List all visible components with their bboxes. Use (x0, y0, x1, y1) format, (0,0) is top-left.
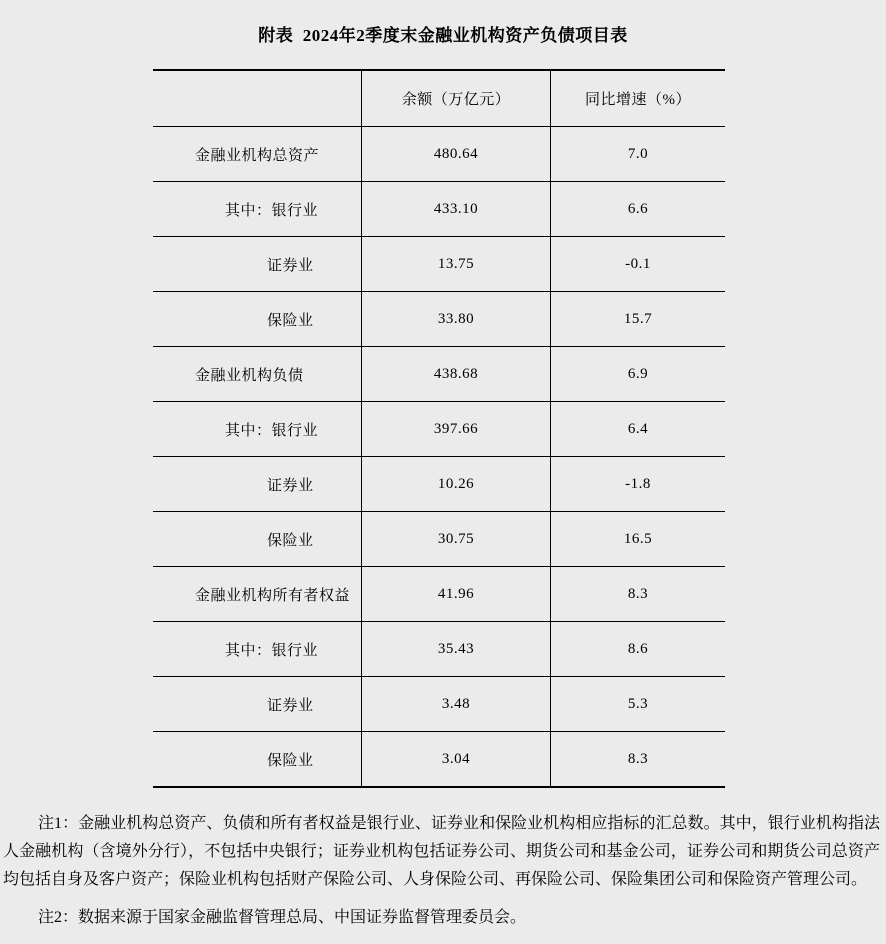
table-row (153, 126, 725, 181)
row-label: 保险业 (267, 312, 314, 329)
row-label: 保险业 (267, 752, 314, 769)
cell-balance: 10.26 (361, 457, 550, 511)
note-2: 注2：数据来源于国家金融监督管理总局、中国证券监督管理委员会。 (38, 909, 527, 926)
cell-growth: 5.3 (550, 677, 725, 731)
row-label: 金融业机构所有者权益 (195, 587, 351, 604)
cell-balance: 33.80 (361, 292, 550, 346)
cell-growth: 7.0 (550, 127, 725, 181)
table-row (153, 346, 725, 401)
table-row (153, 731, 725, 786)
row-label: 其中：银行业 (225, 642, 319, 659)
cell-growth: -1.8 (550, 457, 725, 511)
cell-growth: 16.5 (550, 512, 725, 566)
page-title: 附表 2024年2季度末金融业机构资产负债项目表 (258, 26, 628, 45)
table-row (153, 236, 725, 291)
header-balance-cell: 余额（万亿元） (361, 71, 550, 126)
header-item-cell (153, 71, 361, 126)
table-row (153, 621, 725, 676)
cell-growth: 8.3 (550, 732, 725, 786)
cell-balance: 397.66 (361, 402, 550, 456)
row-label: 证券业 (267, 257, 314, 274)
row-label: 证券业 (267, 477, 314, 494)
cell-growth: 6.9 (550, 347, 725, 401)
row-label: 其中：银行业 (225, 202, 319, 219)
table-row (153, 676, 725, 731)
table-row (153, 181, 725, 236)
table-row (153, 401, 725, 456)
cell-balance: 41.96 (361, 567, 550, 621)
cell-growth: -0.1 (550, 237, 725, 291)
cell-growth: 15.7 (550, 292, 725, 346)
table-header-row (153, 71, 725, 126)
row-label: 保险业 (267, 532, 314, 549)
cell-balance: 3.48 (361, 677, 550, 731)
cell-balance: 30.75 (361, 512, 550, 566)
cell-balance: 433.10 (361, 182, 550, 236)
cell-balance: 13.75 (361, 237, 550, 291)
row-label: 金融业机构总资产 (195, 147, 320, 164)
cell-balance: 35.43 (361, 622, 550, 676)
cell-growth: 8.3 (550, 567, 725, 621)
assets-liabilities-table (153, 69, 725, 788)
table-row (153, 291, 725, 346)
header-growth-cell: 同比增速（%） (550, 71, 725, 126)
table-row (153, 456, 725, 511)
cell-balance: 438.68 (361, 347, 550, 401)
cell-growth: 8.6 (550, 622, 725, 676)
cell-balance: 3.04 (361, 732, 550, 786)
row-label: 金融业机构负债 (195, 367, 304, 384)
row-label: 证券业 (267, 697, 314, 714)
cell-balance: 480.64 (361, 127, 550, 181)
table-row (153, 566, 725, 621)
table-row (153, 511, 725, 566)
footnotes (3, 810, 880, 932)
row-label: 其中：银行业 (225, 422, 319, 439)
cell-growth: 6.6 (550, 182, 725, 236)
cell-growth: 6.4 (550, 402, 725, 456)
note-1: 注1：金融业机构总资产、负债和所有者权益是银行业、证券业和保险业机构相应指标的汇总数。其中，银行业机构指法人金融机构（含境外分行），不包括中央银行；证券业机构包括证券公司、期货公司和基金公司，证券公司和期货公司总资产均包括自身及客户资产；保险业机构包括财产保险公司、人身保险公司、再保险公司、保险集团公司和保险资产管理公司。 (3, 815, 880, 888)
